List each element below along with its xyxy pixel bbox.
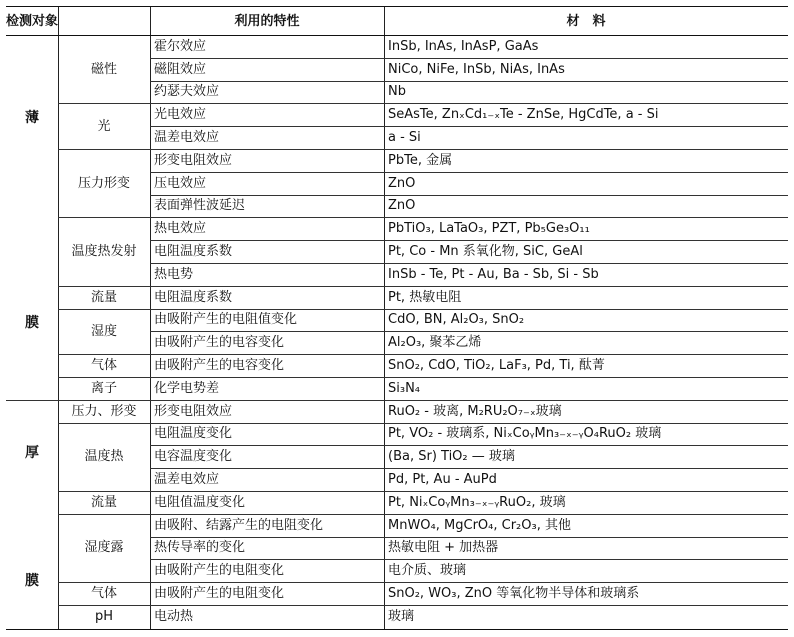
property-cell: 电阻值温度变化 [154,494,246,510]
object-group-cell: 湿度 [90,323,117,339]
material-cell: SeAsTe, ZnₓCd₁₋ₓTe - ZnSe, HgCdTe, a - Si [388,107,659,123]
object-group-cell: 离子 [90,380,117,396]
property-cell: 约瑟夫效应 [154,84,220,100]
section-label-top: 厚 [25,444,39,461]
object-group-cell: 压力形变 [77,175,130,191]
object-group-cell: 磁性 [90,61,117,77]
object-group-cell: 温度热发射 [71,244,137,260]
property-cell: 由吸附、结露产生的电阻变化 [154,517,324,533]
material-cell: a - Si [388,130,421,146]
property-cell: 热电效应 [154,221,207,237]
header-material: 材 料 [566,13,606,29]
material-cell: SnO₂, CdO, TiO₂, LaF₃, Pd, Ti, 酞菁 [388,358,605,374]
material-cell: Pt, 热敏电阻 [388,289,462,305]
section-label-bottom: 膜 [25,314,39,331]
material-cell: Al₂O₃, 聚苯乙烯 [388,335,482,351]
property-cell: 表面弹性波延迟 [154,198,246,214]
property-cell: 压电效应 [154,175,207,191]
material-cell: 玻璃 [388,608,415,624]
property-cell: 磁阻效应 [154,61,207,77]
property-cell: 电容温度变化 [154,449,233,465]
material-cell: SnO₂, WO₃, ZnO 等氧化物半导体和玻璃系 [388,586,640,602]
property-cell: 由吸附产生的电阻变化 [154,563,285,579]
object-group-cell: 流量 [90,494,117,510]
property-cell: 由吸附产生的电容变化 [154,335,285,351]
property-cell: 由吸附产生的电容变化 [154,358,285,374]
property-cell: 温差电效应 [154,472,220,488]
material-cell: 热敏电阻 + 加热器 [388,540,499,556]
property-cell: 电动热 [154,608,194,624]
object-group-cell: 温度热 [84,449,124,465]
material-cell: Pd, Pt, Au - AuPd [388,472,497,488]
property-cell: 光电效应 [154,107,207,123]
header-property: 利用的特性 [234,13,300,29]
object-group-cell: 气体 [90,586,117,602]
section-label-bottom: 膜 [25,572,39,589]
material-cell: RuO₂ - 玻离, M₂RU₂O₇₋ₓ玻璃 [388,403,562,419]
material-cell: ZnO [388,175,416,191]
object-group-cell: 气体 [90,358,117,374]
material-cell: (Ba, Sr) TiO₂ — 玻璃 [388,449,515,465]
property-cell: 形变电阻效应 [154,403,233,419]
property-cell: 热传导率的变化 [154,540,246,556]
material-cell: PbTe, 金属 [388,152,453,168]
property-cell: 电阻温度变化 [154,426,233,442]
material-cell: Pt, VO₂ - 玻璃系, NiₓCoᵧMn₃₋ₓ₋ᵧO₄RuO₂ 玻璃 [388,426,662,442]
object-group-cell: 光 [97,118,111,134]
property-cell: 由吸附产生的电阻值变化 [154,312,298,328]
material-cell: InSb - Te, Pt - Au, Ba - Sb, Si - Sb [388,266,599,282]
property-cell: 电阻温度系数 [154,289,233,305]
object-group-cell: 流量 [90,289,117,305]
material-cell: CdO, BN, Al₂O₃, SnO₂ [388,312,525,328]
object-group-cell: 压力、形变 [71,403,137,419]
material-cell: Pt, NiₓCoᵧMn₃₋ₓ₋ᵧRuO₂, 玻璃 [388,494,566,510]
section-label-top: 薄 [25,110,39,127]
property-cell: 温差电效应 [154,130,220,146]
object-group-cell: 湿度露 [84,540,124,556]
property-cell: 化学电势差 [154,380,220,396]
property-cell: 热电势 [154,266,194,282]
material-cell: MnWO₄, MgCrO₄, Cr₂O₃, 其他 [388,517,571,533]
material-cell: Pt, Co - Mn 系氧化物, SiC, GeAl [388,244,583,260]
property-cell: 形变电阻效应 [154,152,233,168]
property-cell: 电阻温度系数 [154,244,233,260]
header-object: 检测对象 [6,13,58,29]
material-cell: InSb, InAs, InAsP, GaAs [388,38,539,54]
property-cell: 霍尔效应 [154,38,207,54]
material-cell: NiCo, NiFe, InSb, NiAs, InAs [388,61,565,77]
material-cell: PbTiO₃, LaTaO₃, PZT, Pb₅Ge₃O₁₁ [388,221,590,237]
material-cell: Nb [388,84,406,100]
sensor-materials-table [6,6,788,630]
material-cell: Si₃N₄ [388,380,421,396]
object-group-cell: pH [94,608,114,624]
material-cell: ZnO [388,198,416,214]
material-cell: 电介质、玻璃 [388,563,467,579]
property-cell: 由吸附产生的电阻变化 [154,586,285,602]
